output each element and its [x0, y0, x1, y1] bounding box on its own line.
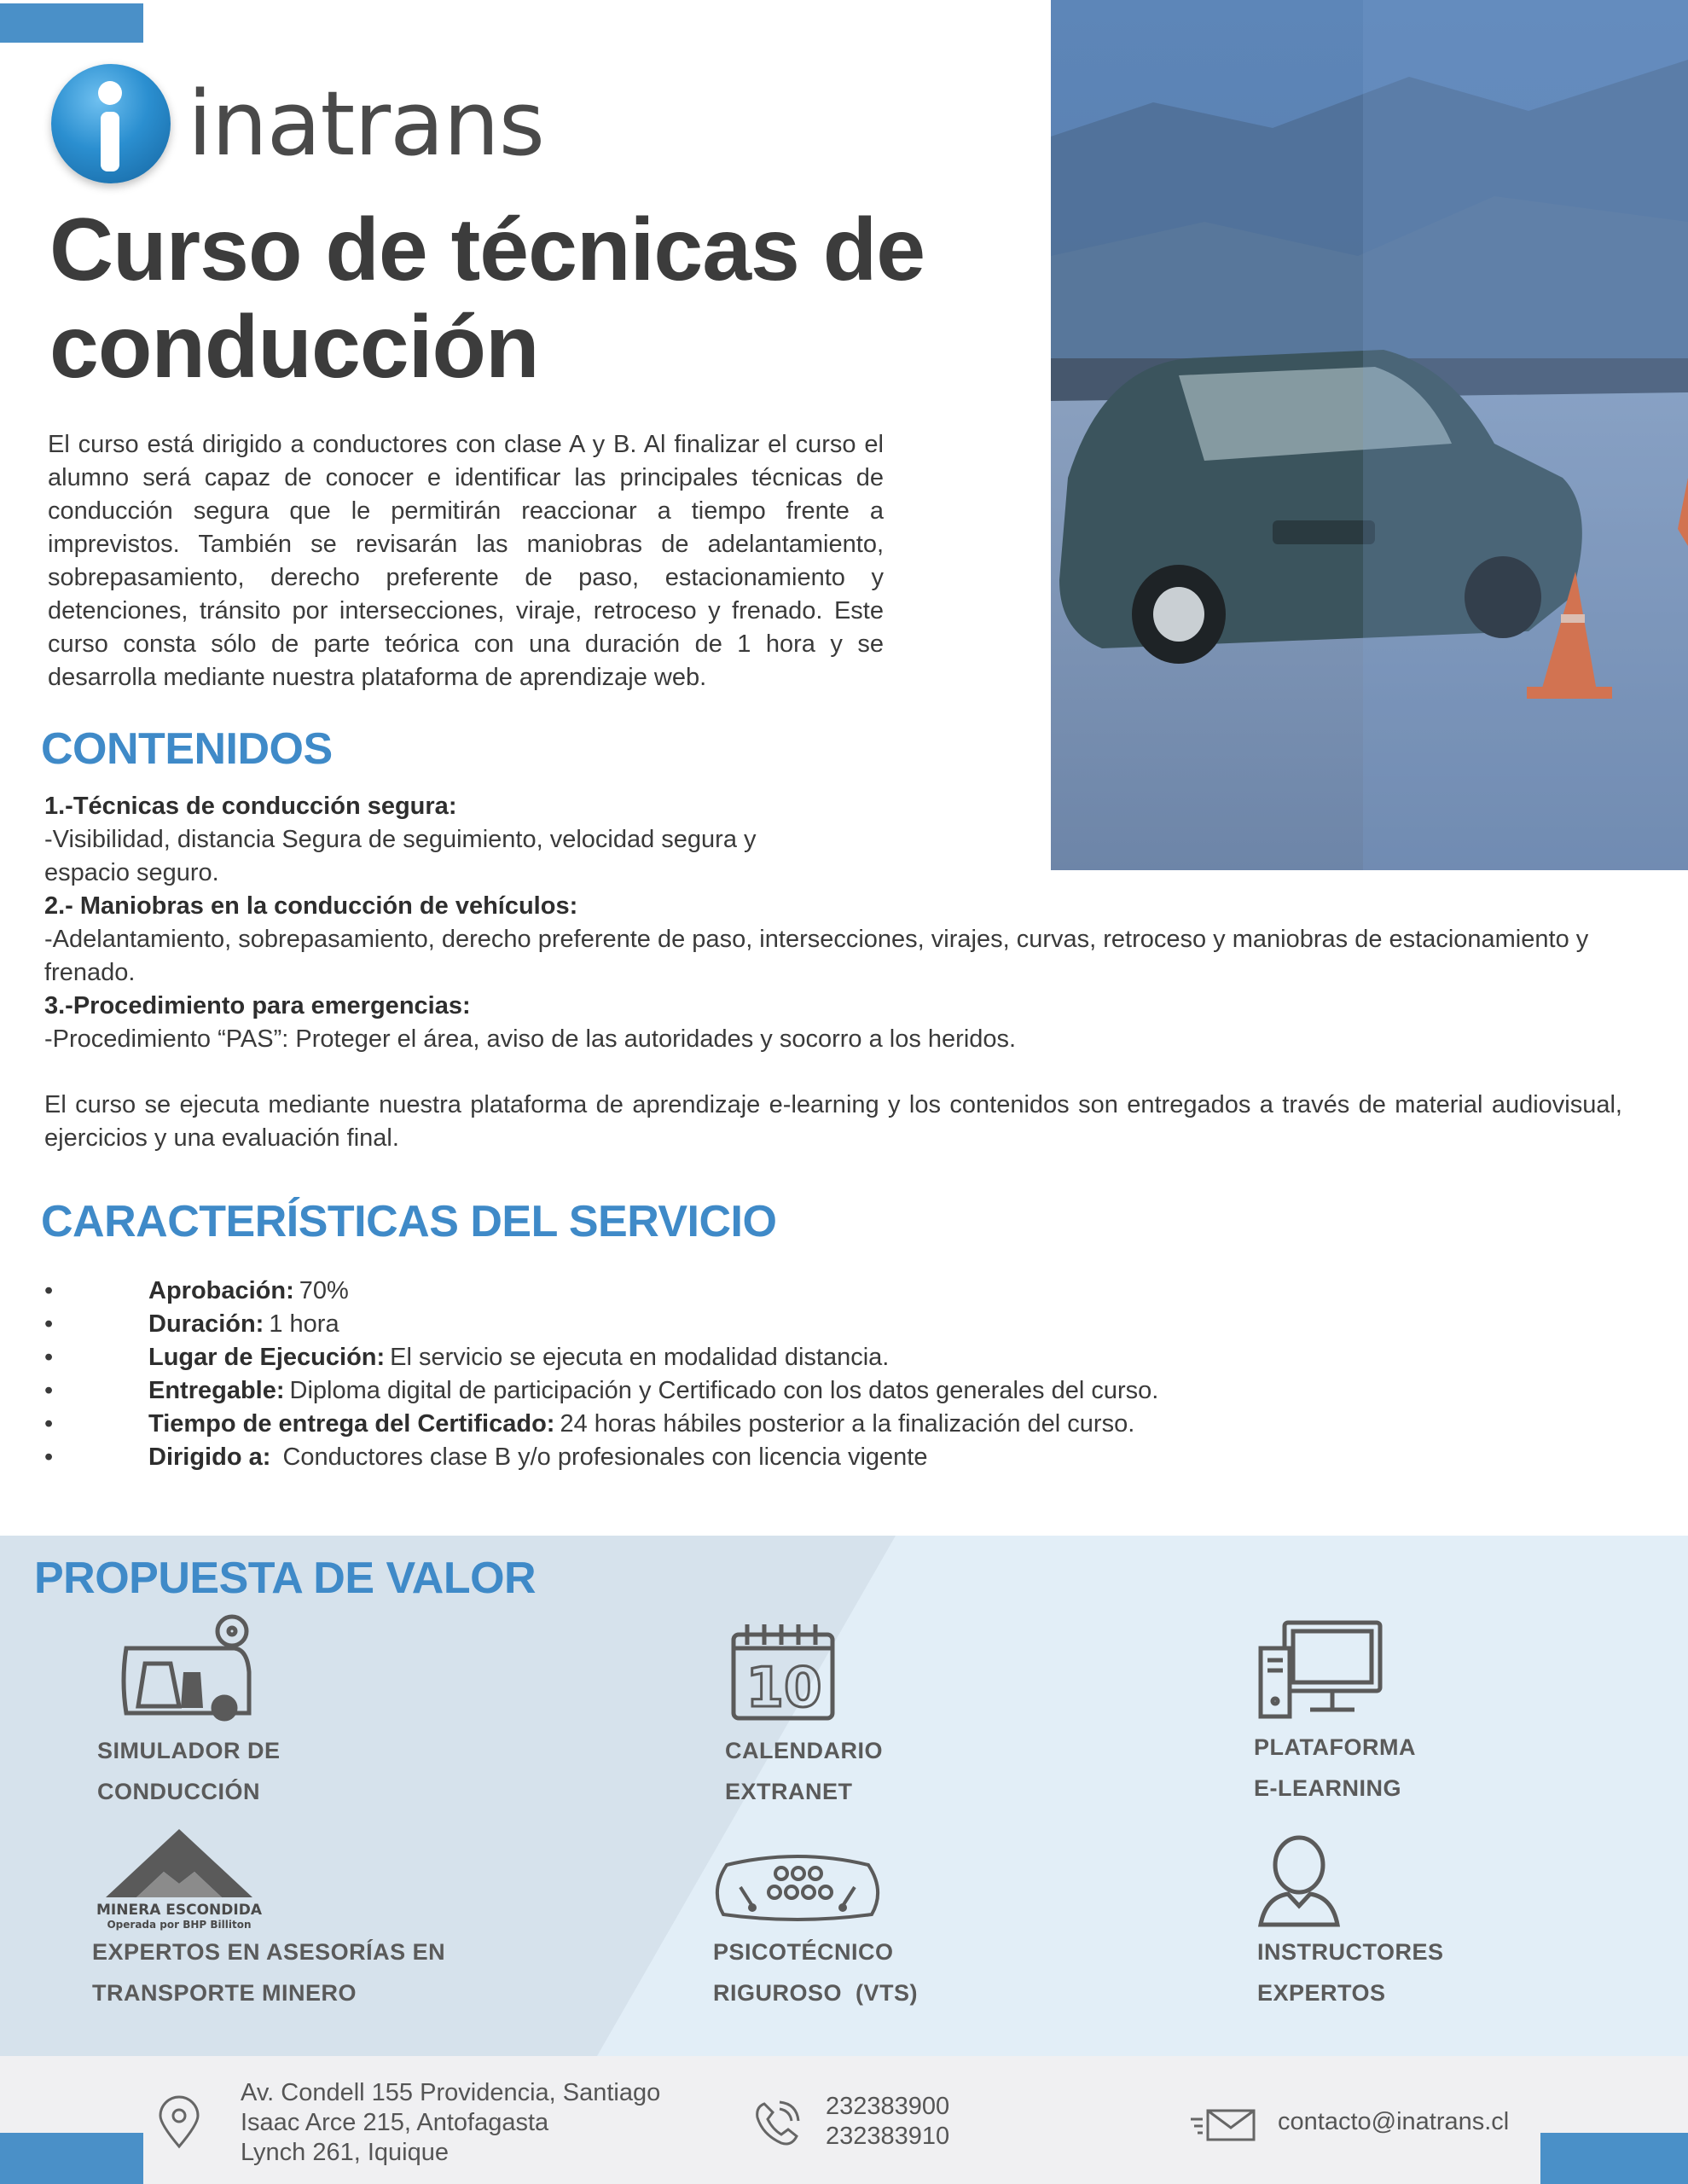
content-item-1-heading: 1.-Técnicas de conducción segura:	[44, 793, 457, 820]
feature-item: • Entregable: Diploma digital de participación y Certificado con los datos generales del curso.	[44, 1377, 1159, 1404]
features-list	[44, 1275, 1622, 1474]
content-item-1-text-cont: espacio seguro.	[44, 859, 219, 886]
address-iquique: Lynch 261, Iquique	[241, 2139, 450, 2166]
logo-line-2: Operada por BHP Billiton	[107, 1919, 252, 1931]
address-santiago: Av. Condell 155 Providencia, Santiago	[241, 2079, 661, 2106]
value-instructores: INSTRUCTORES EXPERTOS	[1257, 1939, 1444, 2006]
footer-phones	[826, 2092, 949, 2152]
title-line-2: conducción	[49, 298, 539, 397]
feature-item: • Duración: 1 hora	[44, 1310, 339, 1338]
minera-escondida-logo	[96, 1826, 262, 1931]
computer-icon	[1257, 1619, 1383, 1720]
top-accent-bar	[0, 3, 143, 43]
course-photo	[1051, 0, 1688, 870]
value-psicotecnico: PSICOTÉCNICO RIGUROSO (VTS)	[713, 1939, 919, 2006]
content-item-1-text: -Visibilidad, distancia Segura de seguimiento, velocidad segura y	[44, 826, 757, 853]
side-word-container	[921, 0, 1058, 862]
brand-logo	[51, 60, 544, 188]
email-icon	[1189, 2107, 1257, 2143]
feature-item: • Lugar de Ejecución: El servicio se ejecuta en modalidad distancia.	[44, 1344, 890, 1371]
feature-item: • Tiempo de entrega del Certificado: 24 horas hábiles posterior a la finalización del curso.	[44, 1410, 1135, 1438]
content-item-2-heading: 2.- Maniobras en la conducción de vehículos:	[44, 892, 578, 920]
logo-line-1: MINERA ESCONDIDA	[96, 1902, 262, 1919]
psychotechnic-icon	[710, 1853, 885, 1923]
content-item-3-heading: 3.-Procedimiento para emergencias:	[44, 992, 471, 1019]
phone-1[interactable]: 232383900	[826, 2093, 950, 2120]
footer-accent-left	[0, 2133, 143, 2184]
simulator-icon	[119, 1612, 256, 1723]
phone-2[interactable]: 232383910	[826, 2123, 950, 2150]
location-pin-icon	[157, 2095, 201, 2150]
value-simulador: SIMULADOR DE CONDUCCIÓN	[97, 1738, 281, 1804]
feature-item: • Dirigido a: Conductores clase B y/o profesionales con licencia vigente	[44, 1443, 928, 1471]
valor-heading: PROPUESTA DE VALOR	[34, 1554, 537, 1603]
value-calendario: CALENDARIO EXTRANET	[725, 1738, 883, 1804]
value-expertos-minero: EXPERTOS EN ASESORÍAS EN TRANSPORTE MINERO	[92, 1939, 446, 2006]
value-plataforma: PLATAFORMA E-LEARNING	[1254, 1734, 1416, 1801]
driving-car-photo	[1051, 0, 1688, 870]
contenidos-heading: CONTENIDOS	[41, 724, 333, 774]
calendar-day: 10	[745, 1657, 822, 1720]
calendar-icon	[730, 1623, 838, 1722]
phone-icon	[754, 2100, 800, 2146]
content-item-2-text: -Adelantamiento, sobrepasamiento, derecho preferente de paso, intersecciones, virajes, curvas, retroceso y maniobras de estacionamiento y frenado.	[44, 926, 1589, 986]
instructor-icon	[1257, 1834, 1341, 1928]
footer-accent-right	[1540, 2133, 1688, 2184]
intro-paragraph: El curso está dirigido a conductores con clase A y B. Al finalizar el curso el alumno será capaz de conocer e identificar las principales técnicas de conducción segura que le permitirán reaccionar a tiempo frente a imprevistos. También se revisarán las maniobras de adelantamiento, sobrepasamiento, derecho preferente de paso, estacionamiento y detenciones, tránsito por intersecciones, viraje, retroceso y frenado. Este curso consta sólo de parte teórica con una duración de 1 hora y se desarrolla mediante nuestra plataforma de aprendizaje web.	[48, 431, 884, 691]
footer-addresses	[241, 2078, 660, 2168]
brand-name: inatrans	[188, 72, 544, 176]
title-line-1: Curso de técnicas de	[49, 200, 925, 299]
logo-i-icon	[51, 64, 171, 183]
email-link[interactable]: contacto@inatrans.cl	[1278, 2108, 1510, 2135]
caracteristicas-heading: CARACTERÍSTICAS DEL SERVICIO	[41, 1197, 777, 1246]
page-title	[49, 201, 937, 396]
address-antofagasta: Isaac Arce 215, Antofagasta	[241, 2109, 549, 2136]
delivery-paragraph: El curso se ejecuta mediante nuestra plataforma de aprendizaje e-learning y los contenidos son entregados a través de material audiovisual, ejercicios y una evaluación final.	[44, 1091, 1622, 1152]
feature-item: • Aprobación: 70%	[44, 1277, 349, 1304]
contenidos-list	[44, 790, 1622, 1056]
content-item-3-text: -Procedimiento “PAS”: Proteger el área, aviso de las autoridades y socorro a los heridos.	[44, 1025, 1017, 1053]
